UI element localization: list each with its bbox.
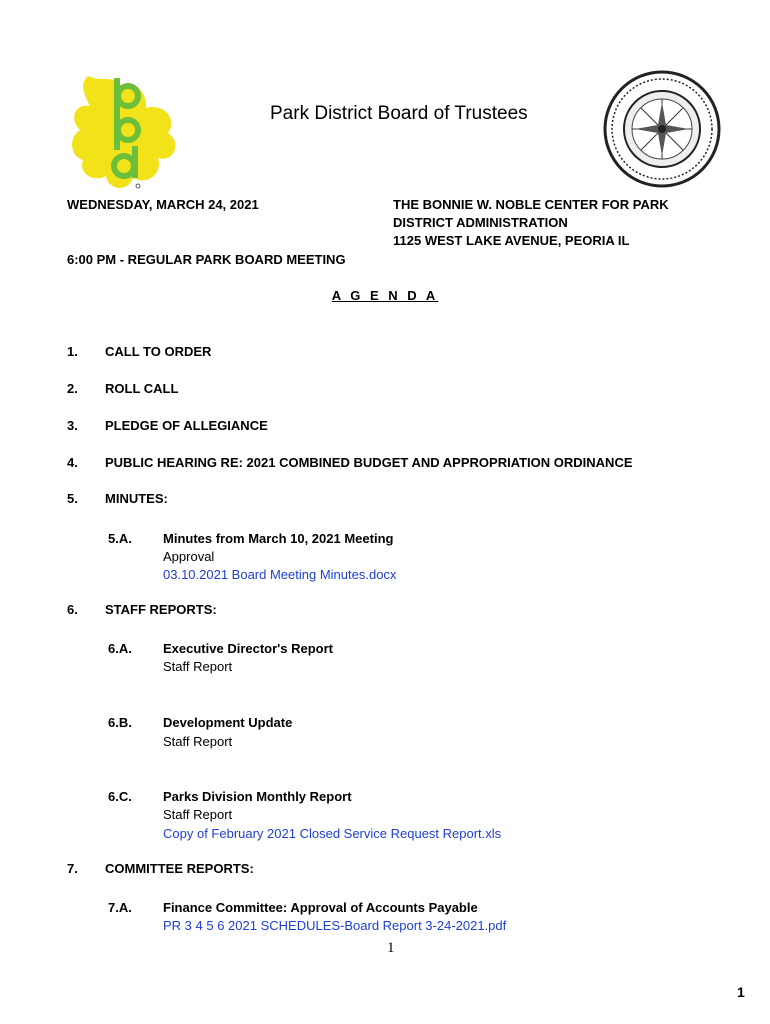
subitem-number: 5.A. bbox=[108, 531, 132, 546]
item-public-hearing: PUBLIC HEARING RE: 2021 COMBINED BUDGET AND APPROPRIATION ORDINANCE bbox=[105, 455, 633, 470]
subitem-title: Executive Director's Report bbox=[163, 641, 333, 656]
item-number: 6. bbox=[67, 602, 78, 617]
subitem-title: Finance Committee: Approval of Accounts Payable bbox=[163, 900, 478, 915]
subitem-title: Minutes from March 10, 2021 Meeting bbox=[163, 531, 394, 546]
meeting-date: WEDNESDAY, MARCH 24, 2021 bbox=[67, 197, 259, 212]
agenda-heading: A G E N D A bbox=[331, 288, 439, 303]
subitem-type: Staff Report bbox=[163, 659, 233, 674]
minutes-attachment-link[interactable]: 03.10.2021 Board Meeting Minutes.docx bbox=[163, 567, 397, 582]
item-staff-reports: STAFF REPORTS: bbox=[105, 602, 217, 617]
item-call-to-order: CALL TO ORDER bbox=[105, 344, 212, 359]
gold-medal-seal bbox=[603, 70, 721, 188]
item-committee-reports: COMMITTEE REPORTS: bbox=[105, 861, 254, 876]
item-pledge: PLEDGE OF ALLEGIANCE bbox=[105, 418, 268, 433]
page-number-corner: 1 bbox=[737, 984, 745, 1000]
item-number: 7. bbox=[67, 861, 78, 876]
subitem-type: Staff Report bbox=[163, 734, 233, 749]
subitem-title: Parks Division Monthly Report bbox=[163, 789, 352, 804]
item-number: 5. bbox=[67, 491, 78, 506]
item-number: 3. bbox=[67, 418, 78, 433]
page-title: Park District Board of Trustees bbox=[270, 103, 528, 124]
item-number: 1. bbox=[67, 344, 78, 359]
subitem-type: Approval bbox=[163, 549, 215, 564]
service-request-report-link[interactable]: Copy of February 2021 Closed Service Request Report.xls bbox=[163, 826, 502, 841]
item-number: 4. bbox=[67, 455, 78, 470]
item-minutes: MINUTES: bbox=[105, 491, 168, 506]
subitem-number: 6.B. bbox=[108, 715, 132, 730]
location-line-1: THE BONNIE W. NOBLE CENTER FOR PARK bbox=[393, 197, 669, 212]
item-roll-call: ROLL CALL bbox=[105, 381, 179, 396]
item-number: 2. bbox=[67, 381, 78, 396]
subitem-type: Staff Report bbox=[163, 807, 233, 822]
meeting-type: 6:00 PM - REGULAR PARK BOARD MEETING bbox=[67, 252, 346, 267]
park-district-logo bbox=[68, 68, 188, 193]
subitem-number: 6.C. bbox=[108, 789, 132, 804]
subitem-title: Development Update bbox=[163, 715, 293, 730]
location-line-3: 1125 WEST LAKE AVENUE, PEORIA IL bbox=[393, 233, 630, 248]
location-line-2: DISTRICT ADMINISTRATION bbox=[393, 215, 568, 230]
subitem-number: 7.A. bbox=[108, 900, 132, 915]
subitem-number: 6.A. bbox=[108, 641, 132, 656]
schedules-report-link[interactable]: PR 3 4 5 6 2021 SCHEDULES-Board Report 3-24-2021.pdf bbox=[163, 918, 507, 933]
page-number: 1 bbox=[387, 940, 395, 956]
